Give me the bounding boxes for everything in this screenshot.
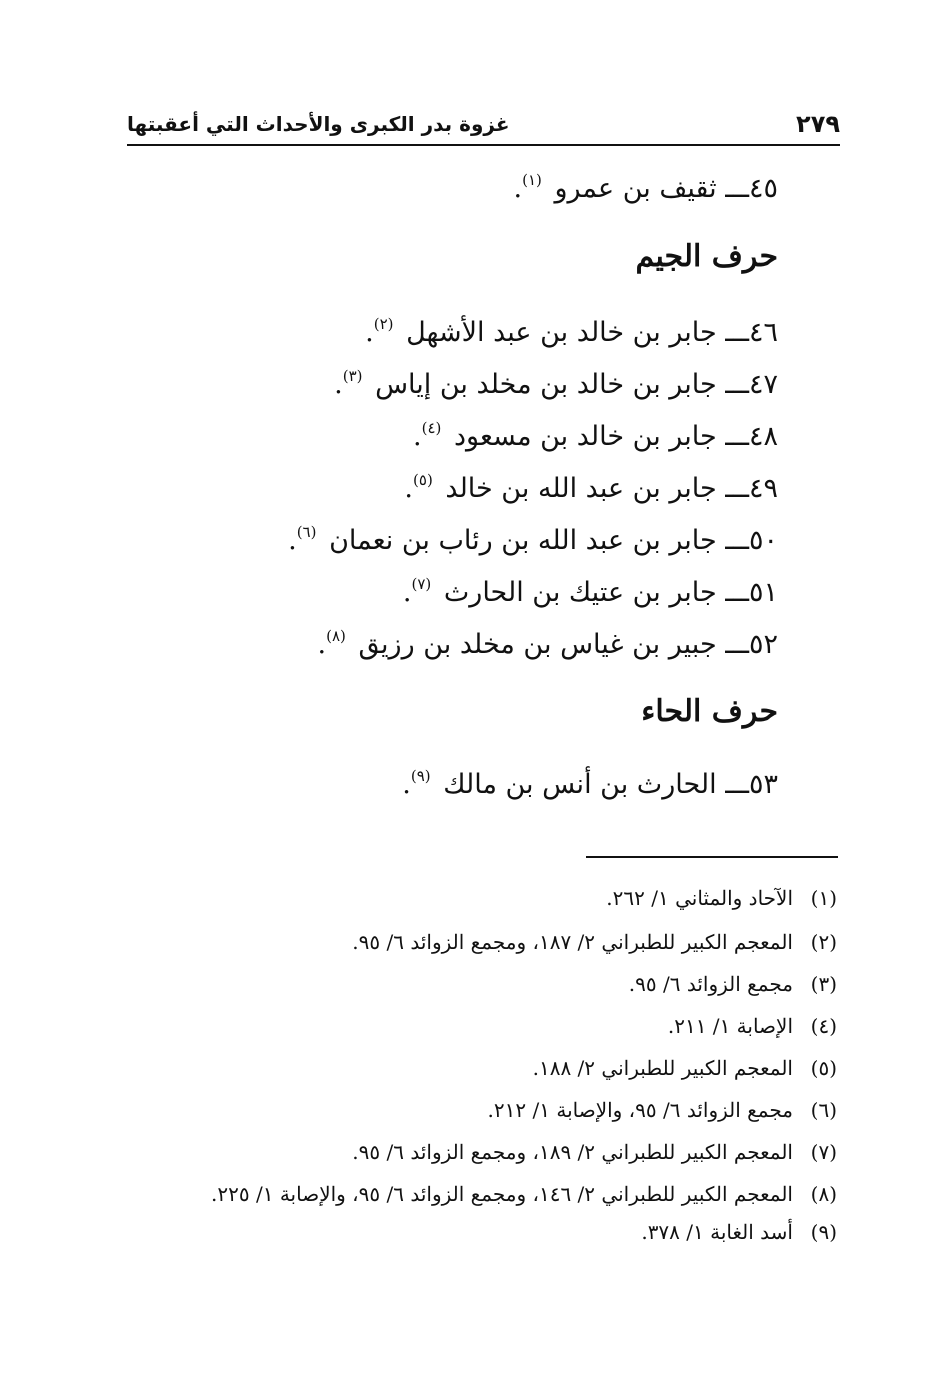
entry-number: ٥٢ـــ — [725, 629, 778, 660]
entry-name: جابر بن خالد بن عبد الأشهل — [406, 317, 717, 348]
entry-period: . — [513, 173, 523, 204]
footnote-number: (٨) — [810, 1182, 837, 1206]
footnote-text: أسد الغابة ١/ ٣٧٨. — [641, 1220, 793, 1244]
entry-period: . — [365, 317, 374, 348]
entry-period: . — [402, 577, 412, 608]
entry-name: جابر بن عبد الله بن خالد — [445, 473, 717, 504]
footnote-ref: (٥) — [413, 471, 433, 489]
footnote-number: (٥) — [810, 1056, 837, 1080]
entry-number: ٥١ـــ — [725, 577, 778, 608]
entry-period: . — [402, 769, 411, 800]
entry-49 — [404, 460, 778, 509]
footnote-ref: (٨) — [326, 627, 346, 645]
entry-number: ٤٩ـــ — [725, 473, 778, 504]
entry-52 — [318, 616, 778, 665]
footnote-8 — [211, 1180, 837, 1208]
footnote-ref: (٣) — [342, 367, 363, 385]
entry-number: ٤٦ـــ — [725, 317, 778, 348]
footnote-ref: (٢) — [373, 315, 394, 333]
footnote-text: المعجم الكبير للطبراني ٢/ ١٨٩، ومجمع الزوائد ٦/ ٩٥. — [352, 1140, 793, 1164]
footnote-4 — [668, 1012, 837, 1040]
entry-name: جابر بن خالد بن مسعود — [453, 421, 717, 452]
footnote-number: (٣) — [810, 972, 837, 996]
footnote-text: الآحاد والمثاني ١/ ٢٦٢. — [606, 886, 793, 910]
footnote-3 — [629, 970, 837, 998]
footnote-9 — [641, 1218, 837, 1246]
footnote-2 — [352, 928, 837, 956]
entry-46 — [365, 304, 778, 353]
entry-47 — [334, 356, 778, 405]
entry-48 — [413, 408, 778, 457]
footnote-text: مجمع الزوائد ٦/ ٩٥، والإصابة ١/ ٢١٢. — [487, 1098, 793, 1122]
entry-period: . — [288, 525, 297, 556]
section-heading-ha: حرف الحاء — [641, 694, 778, 729]
entry-name: الحارث بن أنس بن مالك — [443, 769, 717, 800]
entry-number: ٥٣ـــ — [725, 769, 778, 800]
entry-number: ٤٧ـــ — [725, 369, 778, 400]
entry-number: ٥٠ـــ — [725, 525, 778, 556]
entry-number: ٤٥ـــ — [725, 173, 778, 204]
footnote-number: (١) — [810, 886, 837, 910]
footnote-number: (٦) — [810, 1098, 837, 1122]
footnote-ref: (٦) — [296, 523, 317, 541]
footnote-text: مجمع الزوائد ٦/ ٩٥. — [628, 972, 793, 996]
entry-name: جابر بن عبد الله بن رئاب بن نعمان — [329, 525, 717, 556]
footnote-ref: (٤) — [421, 419, 442, 437]
entry-name: جبير بن غياس بن مخلد بن رزيق — [358, 629, 717, 660]
footnote-text: المعجم الكبير للطبراني ٢/ ١٨٨. — [532, 1056, 793, 1080]
footnote-ref: (٩) — [410, 767, 431, 785]
footnote-1 — [606, 884, 837, 912]
entry-51 — [403, 564, 778, 613]
running-header — [127, 104, 840, 146]
footnote-number: (٧) — [810, 1140, 837, 1164]
entry-name: جابر بن عتيك بن الحارث — [443, 577, 717, 608]
footnote-number: (٤) — [810, 1014, 837, 1038]
running-title: غزوة بدر الكبرى والأحداث التي أعقبتها — [127, 112, 510, 136]
footnote-6 — [488, 1096, 837, 1124]
entry-50 — [288, 512, 778, 561]
footnote-number: (٩) — [810, 1220, 837, 1244]
footnote-number: (٢) — [810, 930, 837, 954]
footnote-ref: (٧) — [411, 575, 432, 593]
footnote-text: المعجم الكبير للطبراني ٢/ ١٨٧، ومجمع الزوائد ٦/ ٩٥. — [352, 930, 793, 954]
entry-number: ٤٨ـــ — [725, 421, 778, 452]
entry-name: جابر بن خالد بن مخلد بن إياس — [375, 369, 717, 400]
section-heading-jim: حرف الجيم — [635, 239, 778, 274]
footnote-7 — [352, 1138, 837, 1166]
entry-name: ثقيف بن عمرو — [554, 173, 717, 204]
entry-45 — [514, 160, 778, 209]
footnote-text: المعجم الكبير للطبراني ٢/ ١٤٦، ومجمع الزوائد ٦/ ٩٥، والإصابة ١/ ٢٢٥. — [211, 1182, 793, 1206]
footnote-5 — [533, 1054, 837, 1082]
entry-53 — [402, 756, 778, 805]
entry-period: . — [317, 629, 327, 660]
entry-period: . — [334, 369, 343, 400]
page-number: ٢٧٩ — [796, 110, 840, 138]
footnote-separator — [586, 856, 838, 858]
footnote-text: الإصابة ١/ ٢١١. — [667, 1014, 793, 1038]
entry-period: . — [404, 473, 414, 504]
entry-period: . — [413, 421, 422, 452]
footnote-ref: (١) — [522, 171, 542, 189]
